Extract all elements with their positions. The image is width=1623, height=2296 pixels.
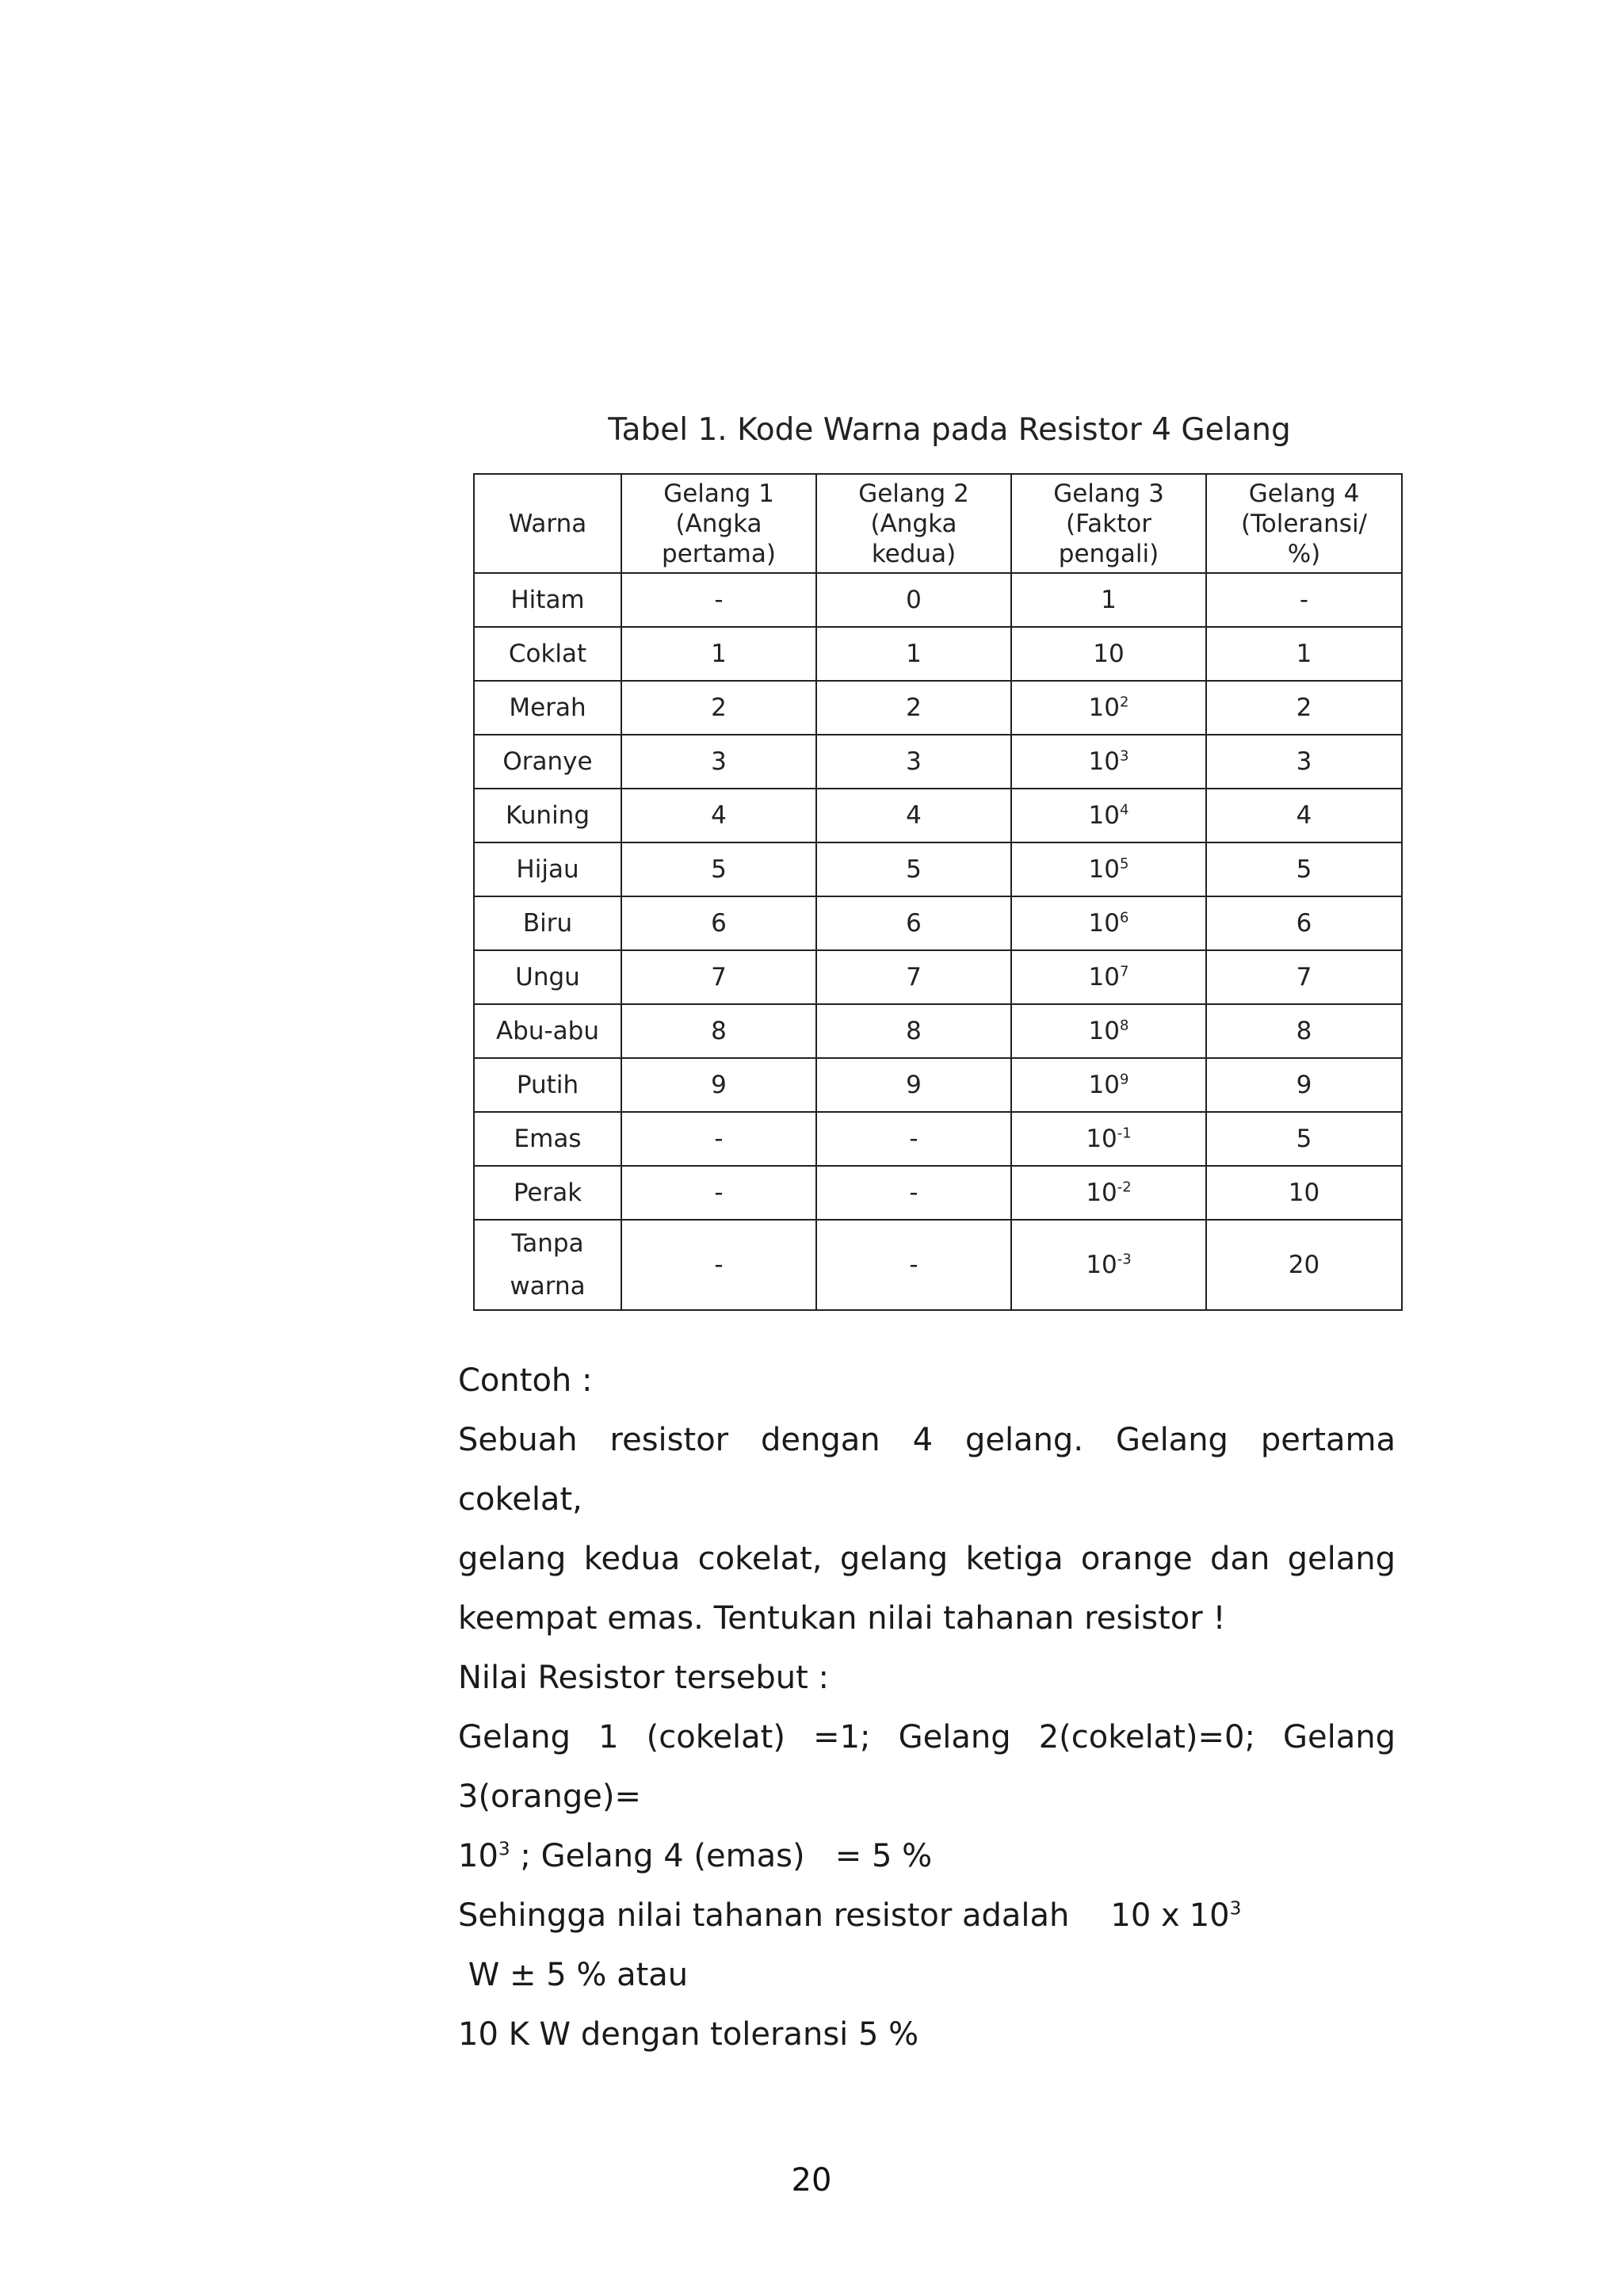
- multiplier-cell: [1011, 789, 1206, 842]
- multiplier-exponent: 4: [1120, 801, 1129, 819]
- multiplier-exponent: -2: [1117, 1179, 1132, 1196]
- header-cell-line: (Angka: [675, 509, 762, 538]
- page-number: 20: [791, 2162, 832, 2199]
- header-cell-line: (Angka: [870, 509, 957, 538]
- multiplier-base: 10: [1086, 1251, 1117, 1279]
- table-row: [474, 1112, 1402, 1166]
- table-row: [474, 1220, 1402, 1310]
- multiplier-base: 10: [1086, 1179, 1117, 1207]
- band2-cell: 6: [816, 896, 1011, 950]
- multiplier-exponent: 3: [1120, 747, 1129, 765]
- multiplier-cell: [1011, 1220, 1206, 1310]
- solution-line-3-pre: Sehingga nilai tahanan resistor adalah: [458, 1897, 1070, 1934]
- multiplier-cell: [1011, 681, 1206, 735]
- multiplier-exponent: 9: [1120, 1071, 1129, 1088]
- solution-line-2-rest: ; Gelang 4 (emas) = 5 %: [510, 1838, 933, 1874]
- tolerance-cell: 2: [1206, 681, 1402, 735]
- table-row: [474, 1166, 1402, 1220]
- tolerance-cell: 8: [1206, 1004, 1402, 1058]
- tolerance-cell: 10: [1206, 1166, 1402, 1220]
- tolerance-cell: 3: [1206, 735, 1402, 789]
- header-cell-3: [816, 474, 1011, 573]
- header-cell-line: Gelang 2: [858, 479, 969, 508]
- example-section: [458, 1351, 1396, 2065]
- header-cell-line: pengali): [1058, 539, 1159, 568]
- table-row: [474, 1058, 1402, 1112]
- example-question-line-1: Sebuah resistor dengan 4 gelang. Gelang pertama cokelat,: [458, 1422, 1396, 1518]
- header-cell-line: pertama): [662, 539, 776, 568]
- color-name-cell: Hijau: [474, 842, 621, 896]
- multiplier-base: 10: [1088, 747, 1120, 776]
- multiplier-cell: [1011, 627, 1206, 681]
- color-name-cell: Perak: [474, 1166, 621, 1220]
- tolerance-cell: 5: [1206, 842, 1402, 896]
- solution-line-3: [458, 1886, 1396, 2005]
- multiplier-exponent: 7: [1120, 963, 1129, 980]
- band2-cell: 7: [816, 950, 1011, 1004]
- table-row: [474, 1004, 1402, 1058]
- multiplier-base: 1: [1101, 586, 1117, 614]
- example-question-line-2: gelang kedua cokelat, gelang ketiga orange dan gelang: [458, 1541, 1396, 1577]
- multiplier-base: 10: [1086, 1125, 1117, 1153]
- color-name-cell: Putih: [474, 1058, 621, 1112]
- color-name-cell: Coklat: [474, 627, 621, 681]
- multiplier-cell: [1011, 896, 1206, 950]
- multiplier-base: 10: [1088, 1071, 1120, 1099]
- band2-cell: 4: [816, 789, 1011, 842]
- multiplier-exponent: -3: [1117, 1251, 1132, 1268]
- example-question-line-3: keempat emas. Tentukan nilai tahanan resistor !: [458, 1600, 1226, 1637]
- band2-cell: 2: [816, 681, 1011, 735]
- tolerance-cell: 4: [1206, 789, 1402, 842]
- table-header-row: [474, 474, 1402, 573]
- header-cell-line: Gelang 3: [1053, 479, 1164, 508]
- color-name-cell: Kuning: [474, 789, 621, 842]
- band1-cell: 1: [621, 627, 816, 681]
- header-cell-line: Gelang 4: [1248, 479, 1360, 508]
- solution-line-1: Gelang 1 (cokelat) =1; Gelang 2(cokelat)=0; Gelang 3(orange)=: [458, 1719, 1396, 1815]
- table-row: [474, 627, 1402, 681]
- header-cell-5: [1206, 474, 1402, 573]
- multiplier-exponent: -1: [1117, 1125, 1132, 1142]
- band1-cell: 2: [621, 681, 816, 735]
- table-row: [474, 573, 1402, 627]
- color-name-cell: Ungu: [474, 950, 621, 1004]
- header-cell-line: (Faktor: [1066, 509, 1151, 538]
- solution-line-2-base: 10: [458, 1838, 498, 1874]
- band1-cell: 7: [621, 950, 816, 1004]
- multiplier-cell: [1011, 950, 1206, 1004]
- band2-cell: -: [816, 1220, 1011, 1310]
- multiplier-base: 10: [1088, 909, 1120, 938]
- band2-cell: -: [816, 1166, 1011, 1220]
- table-row: [474, 842, 1402, 896]
- multiplier-base: 10: [1088, 801, 1120, 830]
- resistor-color-code-table: [473, 473, 1403, 1311]
- tolerance-cell: 20: [1206, 1220, 1402, 1310]
- tolerance-cell: -: [1206, 573, 1402, 627]
- color-name-cell: Oranye: [474, 735, 621, 789]
- solution-line-3-mul: 10 x: [1110, 1897, 1180, 1934]
- value-intro: Nilai Resistor tersebut :: [458, 1660, 830, 1696]
- band2-cell: -: [816, 1112, 1011, 1166]
- header-cell-1: [474, 474, 621, 573]
- band1-cell: -: [621, 1166, 816, 1220]
- band2-cell: 5: [816, 842, 1011, 896]
- band2-cell: 0: [816, 573, 1011, 627]
- table-row: [474, 735, 1402, 789]
- color-name-cell: Tanpa warna: [474, 1220, 621, 1310]
- tolerance-cell: 9: [1206, 1058, 1402, 1112]
- table-caption: Tabel 1. Kode Warna pada Resistor 4 Gelang: [608, 412, 1291, 448]
- solution-line-3-base: 10: [1189, 1897, 1230, 1934]
- band1-cell: 5: [621, 842, 816, 896]
- solution-line-4: 10 K W dengan toleransi 5 %: [458, 2016, 919, 2053]
- tolerance-cell: 5: [1206, 1112, 1402, 1166]
- multiplier-base: 10: [1088, 963, 1120, 991]
- multiplier-exponent: 8: [1120, 1017, 1129, 1034]
- multiplier-base: 10: [1088, 1017, 1120, 1045]
- band2-cell: 9: [816, 1058, 1011, 1112]
- multiplier-base: 10: [1088, 855, 1120, 884]
- header-cell-line: Gelang 1: [663, 479, 774, 508]
- band1-cell: 8: [621, 1004, 816, 1058]
- tolerance-cell: 7: [1206, 950, 1402, 1004]
- header-cell-2: [621, 474, 816, 573]
- color-name-cell: Emas: [474, 1112, 621, 1166]
- solution-line-2: [458, 1827, 1396, 1886]
- table-row: [474, 950, 1402, 1004]
- multiplier-cell: [1011, 735, 1206, 789]
- header-cell-line: %): [1287, 539, 1321, 568]
- band2-cell: 3: [816, 735, 1011, 789]
- band1-cell: -: [621, 1112, 816, 1166]
- band2-cell: 1: [816, 627, 1011, 681]
- solution-line-3-post: W ± 5 % atau: [458, 1957, 689, 1993]
- header-cell-4: [1011, 474, 1206, 573]
- band1-cell: 4: [621, 789, 816, 842]
- header-cell-line: kedua): [871, 539, 957, 568]
- multiplier-cell: [1011, 1166, 1206, 1220]
- band1-cell: -: [621, 573, 816, 627]
- multiplier-base: 10: [1088, 693, 1120, 722]
- multiplier-cell: [1011, 1058, 1206, 1112]
- multiplier-exponent: 2: [1120, 693, 1129, 711]
- multiplier-cell: [1011, 573, 1206, 627]
- table-row: [474, 896, 1402, 950]
- header-cell-line: (Toleransi/: [1240, 509, 1367, 538]
- color-name-cell: Hitam: [474, 573, 621, 627]
- band1-cell: 6: [621, 896, 816, 950]
- color-name-cell: Abu-abu: [474, 1004, 621, 1058]
- tolerance-cell: 1: [1206, 627, 1402, 681]
- color-name-cell: Merah: [474, 681, 621, 735]
- solution-line-3-exponent: 3: [1229, 1897, 1242, 1920]
- tolerance-cell: 6: [1206, 896, 1402, 950]
- color-name-cell: Biru: [474, 896, 621, 950]
- band1-cell: -: [621, 1220, 816, 1310]
- table-body: [474, 573, 1402, 1310]
- band1-cell: 3: [621, 735, 816, 789]
- solution-line-2-exponent: 3: [498, 1838, 510, 1860]
- multiplier-cell: [1011, 1004, 1206, 1058]
- header-cell-line: Warna: [508, 509, 587, 538]
- multiplier-cell: [1011, 842, 1206, 896]
- band2-cell: 8: [816, 1004, 1011, 1058]
- multiplier-base: 10: [1093, 640, 1125, 668]
- multiplier-exponent: 5: [1120, 855, 1129, 873]
- multiplier-cell: [1011, 1112, 1206, 1166]
- example-heading: Contoh :: [458, 1362, 593, 1399]
- table-row: [474, 681, 1402, 735]
- table-row: [474, 789, 1402, 842]
- multiplier-exponent: 6: [1120, 909, 1129, 926]
- band1-cell: 9: [621, 1058, 816, 1112]
